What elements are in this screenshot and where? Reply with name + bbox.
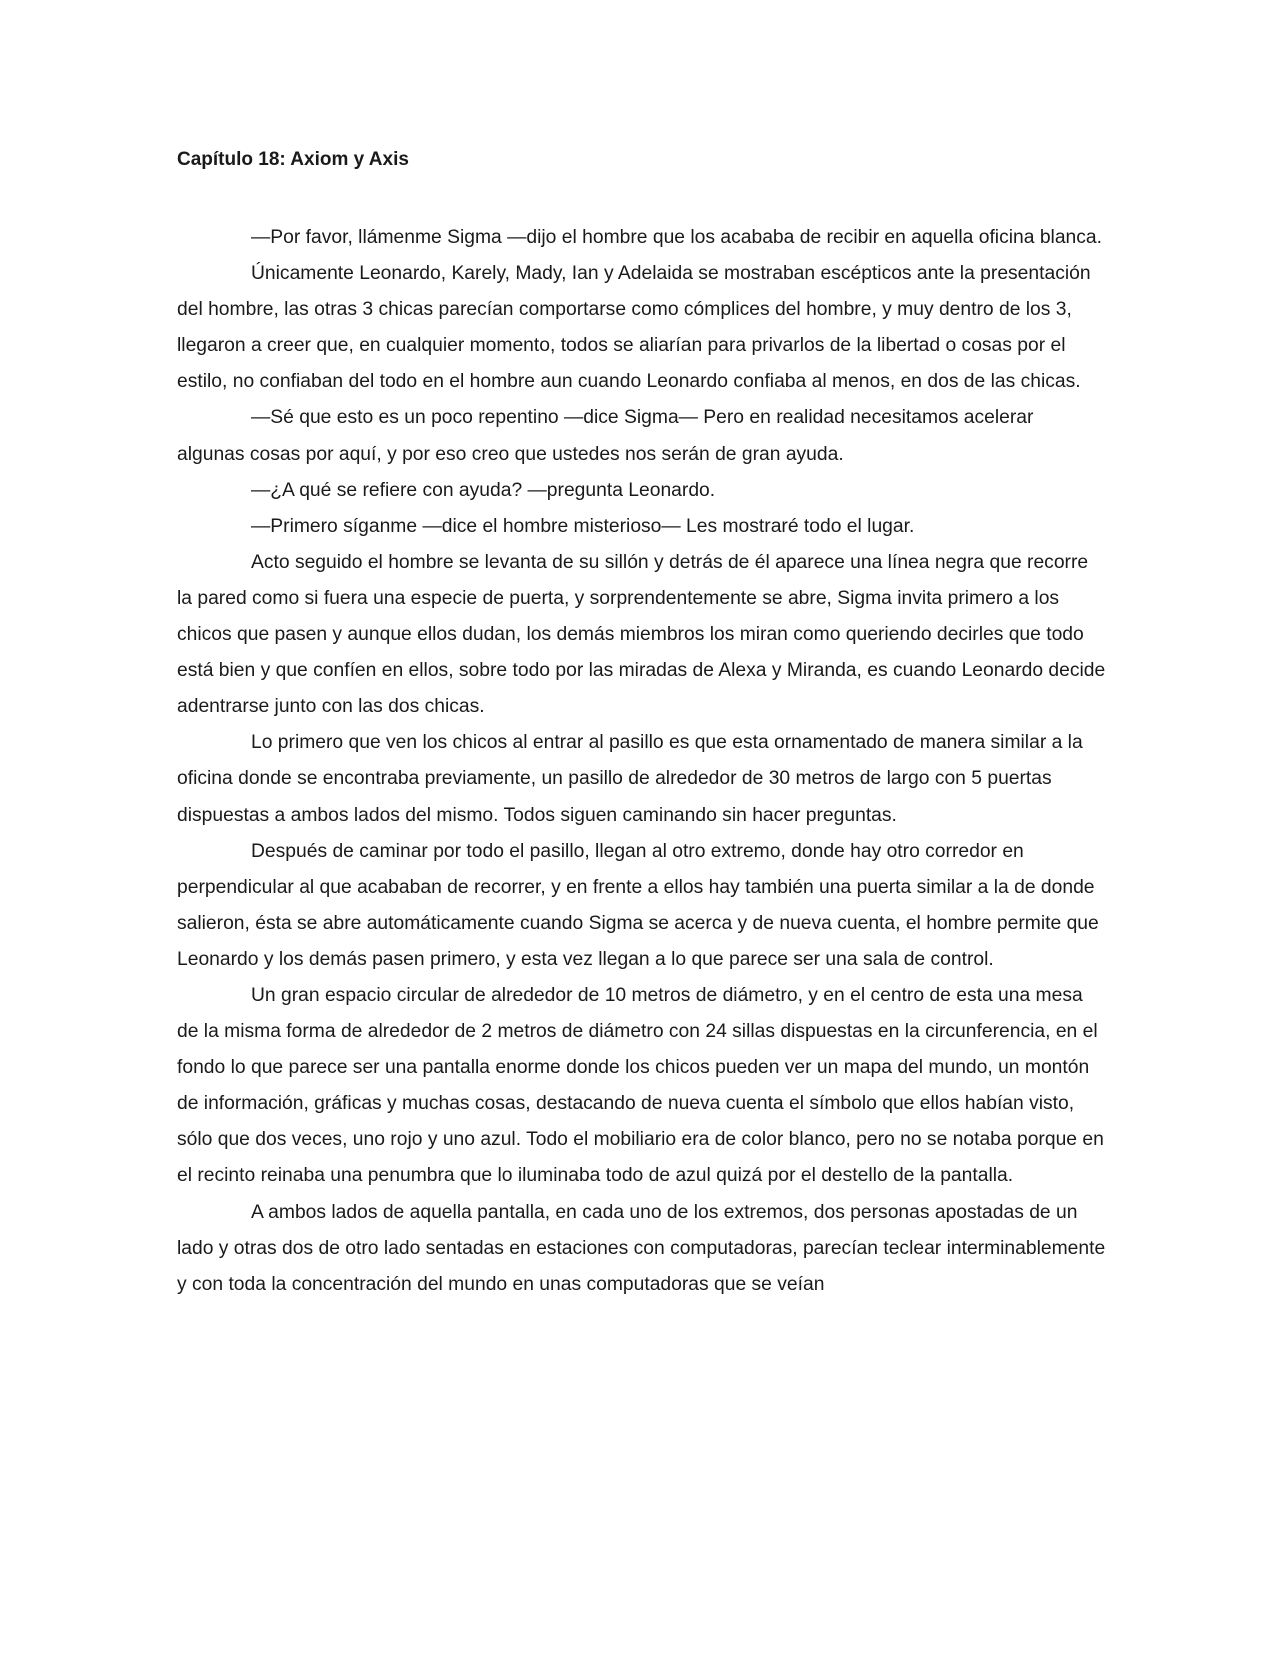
paragraph: Lo primero que ven los chicos al entrar al pasillo es que esta ornamentado de manera similar a la oficina donde se encontraba previamente, un pasillo de alrededor de 30 metros de largo con 5 puertas dispuestas a ambos lados del mismo. Todos siguen caminando sin hacer preguntas. [177,732,1083,826]
chapter-title: Capítulo 18: Axiom y Axis [177,149,409,170]
paragraph: ―Primero síganme ―dice el hombre misterioso― Les mostraré todo el lugar. [251,515,915,537]
paragraph: ―Sé que esto es un poco repentino ―dice Sigma― Pero en realidad necesitamos acelerar algunas cosas por aquí, y por eso creo que ustedes nos serán de gran ayuda. [177,407,1034,465]
paragraph: Acto seguido el hombre se levanta de su sillón y detrás de él aparece una línea negra que recorre la pared como si fuera una especie de puerta, y sorprendentemente se abre, Sigma invita primero a los chicos que pasen y aunque ellos dudan, los demás miembros los miran como queriendo decirles que todo está bien y que confíen en ellos, sobre todo por las miradas de Alexa y Miranda, es cuando Leonardo decide adentrarse junto con las dos chicas. [177,551,1106,718]
paragraph: ―¿A qué se refiere con ayuda? ―pregunta Leonardo. [251,479,716,501]
paragraph: Después de caminar por todo el pasillo, llegan al otro extremo, donde hay otro corredor en perpendicular al que acababan de recorrer, y en frente a ellos hay también una puerta similar a la de donde salieron, ésta se abre automáticamente cuando Sigma se acerca y de nueva cuenta, el hombre permite que Leonardo y los demás pasen primero, y esta vez llegan a lo que parece ser una sala de control. [177,840,1099,970]
paragraph: Únicamente Leonardo, Karely, Mady, Ian y Adelaida se mostraban escépticos ante la presentación del hombre, las otras 3 chicas parecían comportarse como cómplices del hombre, y muy dentro de los 3, llegaron a creer que, en cualquier momento, todos se aliarían para privarlos de la libertad o cosas por el estilo, no confiaban del todo en el hombre aun cuando Leonardo confiaba al menos, en dos de las chicas. [177,263,1091,393]
paragraph: A ambos lados de aquella pantalla, en cada uno de los extremos, dos personas apostadas de un lado y otras dos de otro lado sentadas en estaciones con computadoras, parecían teclear interminablemente y con toda la concentración del mundo en unas computadoras que se veían [177,1201,1106,1295]
paragraph: Un gran espacio circular de alrededor de 10 metros de diámetro, y en el centro de esta una mesa de la misma forma de alrededor de 2 metros de diámetro con 24 sillas dispuestas en la circunferencia, en el fondo lo que parece ser una pantalla enorme donde los chicos pueden ver un mapa del mundo, un montón de información, gráficas y muchas cosas, destacando de nueva cuenta el símbolo que ellos habían visto, sólo que dos veces, uno rojo y uno azul. Todo el mobiliario era de color blanco, pero no se notaba porque en el recinto reinaba una penumbra que lo iluminaba todo de azul quizá por el destello de la pantalla. [177,984,1104,1187]
paragraph: ―Por favor, llámenme Sigma ―dijo el hombre que los acababa de recibir en aquella oficina blanca. [251,227,1102,248]
